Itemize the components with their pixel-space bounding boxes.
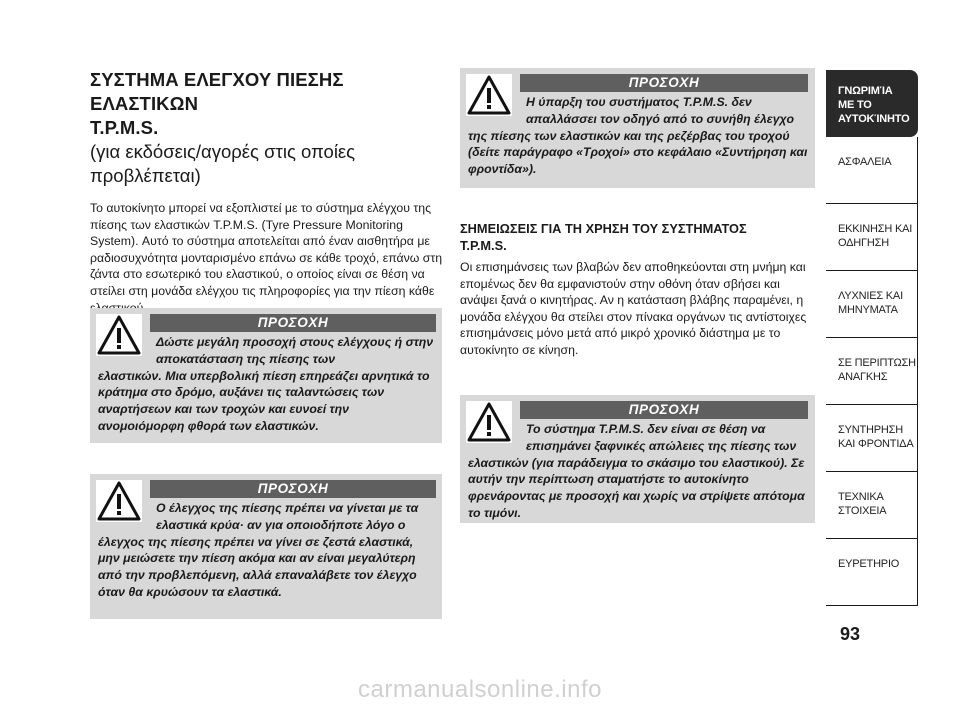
tab-maintenance[interactable] bbox=[826, 405, 918, 472]
left-column bbox=[90, 68, 445, 316]
tab-label-line: ΜΕ ΤΟ bbox=[838, 99, 872, 111]
notes-heading-line-1: ΣΗΜΕΙΩΣΕΙΣ ΓΙΑ ΤΗ ΧΡΗΣΗ ΤΟΥ ΣΥΣΤΗΜΑΤΟΣ bbox=[460, 221, 747, 236]
warning-text bbox=[98, 334, 438, 435]
notes-heading bbox=[460, 220, 815, 254]
title-line-2: T.P.M.S. bbox=[90, 117, 159, 138]
warning-rest-text: ελαστικών (για παράδειγμα το σκάσιμο του ελαστικού). Σε αυτήν την περίπτωση σταματήστε το αυτοκίνητο φρενάροντας με προσοχή και χωρίς να στρίψετε απότομα το τιμόνι. bbox=[468, 455, 805, 520]
watermark: carmanualsonline.info bbox=[358, 676, 602, 703]
warning-lead-text: Η ύπαρξη του συστήματος T.P.M.S. δεν απαλλάσσει τον οδηγό από το συνήθη έλεγχο bbox=[526, 95, 794, 126]
warning-rest-text: ελαστικών. Μια υπερβολική πίεση επηρεάζει αρνητικά το κράτημα στο δρόμο, αυξάνει τις ταλαντώσεις των αναρτήσεων και των τροχών και ευνοεί την ανομοιόμορφη φθορά των ελαστικών. bbox=[98, 368, 430, 433]
tab-label-line: ΑΣΦΑΛΕΙΑ bbox=[838, 156, 892, 168]
tab-label-line: ΓΝΩΡΙΜΊΑ bbox=[838, 85, 893, 97]
tab-label-line: ΟΔΗΓΗΣΗ bbox=[838, 237, 889, 249]
page-subtitle bbox=[90, 140, 445, 188]
warning-text bbox=[468, 421, 810, 522]
warning-text bbox=[468, 94, 810, 178]
warning-box bbox=[460, 395, 815, 523]
title-line-1: ΣΥΣΤΗΜΑ ΕΛΕΓΧΟΥ ΠΙΕΣΗΣ ΕΛΑΣΤΙΚΩΝ bbox=[90, 69, 344, 114]
chapter-tabs bbox=[826, 70, 918, 606]
tab-label-line: ΕΥΡΕΤΗΡΙΟ bbox=[838, 558, 900, 570]
warning-box bbox=[90, 474, 442, 619]
warning-label: ΠΡΟΣΟΧΗ bbox=[150, 314, 436, 332]
warning-box bbox=[460, 68, 815, 188]
warning-lead-text: Το σύστημα T.P.M.S. δεν είναι σε θέση να επισημάνει ξαφνικές απώλειες της πίεσης των bbox=[526, 422, 797, 453]
tab-getting-to-know[interactable] bbox=[826, 70, 918, 137]
warning-label: ΠΡΟΣΟΧΗ bbox=[520, 74, 808, 92]
warning-label: ΠΡΟΣΟΧΗ bbox=[520, 401, 808, 419]
subtitle-line-2: προβλέπεται) bbox=[90, 165, 201, 186]
notes-heading-line-2: T.P.M.S. bbox=[460, 238, 507, 253]
tab-label-line: ΑΥΤΟΚΊΝΗΤΟ bbox=[838, 113, 910, 125]
page-number: 93 bbox=[839, 624, 861, 644]
notes-paragraph: Οι επισημάνσεις των βλαβών δεν αποθηκεύονται στη μνήμη και επομένως δεν θα εμφανιστούν στην οθόνη όταν σβήσει και ανάψει ξανά ο κινητήρας. Αν η κατάσταση βλάβης παραμένει, η μονάδα ελέγχου θα στείλει στον πίνακα οργάνων τις αντίστοιχες επισημάνσεις μόνο μετά από μικρό χρονικό διάστημα με το αυτοκίνητο σε κίνηση. bbox=[460, 260, 807, 357]
tab-label-line: ΣΤΟΙΧΕΙΑ bbox=[838, 505, 887, 517]
warning-box bbox=[90, 308, 442, 443]
intro-paragraph: Το αυτοκίνητο μπορεί να εξοπλιστεί με το σύστημα ελέγχου της πίεσης των ελαστικών T.P.M.S. (Tyre Pressure Monitoring System). Αυτό το σύστημα αποτελείται από έναν αισθητήρα με ραδιοσυχνότητα μονταρισμένο επάνω σε κάθε τροχό, επάνω στη ζάντα στο εσωτερικό του ελαστικού, ο οποίος είναι σε θέση να στείλει στη μονάδα ελέγχου τις πληροφορίες για την πίεση κάθε bbox=[90, 201, 443, 298]
tab-technical-data[interactable] bbox=[826, 472, 918, 539]
tab-emergency[interactable] bbox=[826, 338, 918, 405]
warning-rest-text: της πίεσης των ελαστικών και της ρεζέρβας του τροχού (δείτε παράγραφο «Τροχοί» στο κεφάλαιο «Συντήρηση και φροντίδα»). bbox=[468, 128, 808, 177]
tab-label-line: ΣΕ ΠΕΡΙΠΤΩΣΗ bbox=[838, 357, 916, 369]
warning-text bbox=[98, 500, 438, 601]
tab-label-line: ΕΚΚΙΝΗΣΗ ΚΑΙ bbox=[838, 223, 913, 235]
tab-label-line: ΚΑΙ ΦΡΟΝΤΙΔΑ bbox=[838, 438, 914, 450]
tab-label-line: ΣΥΝΤΗΡΗΣΗ bbox=[838, 424, 903, 436]
notes-section bbox=[460, 220, 815, 359]
tab-label-line: ΜΗΝΥΜΑΤΑ bbox=[838, 304, 898, 316]
warning-lead-text: Ο έλεγχος της πίεσης πρέπει να γίνεται με τα ελαστικά κρύα· αν για οποιοδήποτε λόγο ο bbox=[156, 501, 419, 532]
tab-label-line: ΤΕΧΝΙΚΑ bbox=[838, 491, 884, 503]
page-title bbox=[90, 68, 445, 140]
tab-safety[interactable] bbox=[826, 137, 918, 204]
tab-index[interactable] bbox=[826, 539, 918, 606]
tab-label-line: ΑΝΑΓΚΗΣ bbox=[838, 371, 888, 383]
tab-label-line: ΛΥΧΝΙΕΣ ΚΑΙ bbox=[838, 290, 903, 302]
warning-lead-text: Δώστε μεγάλη προσοχή στους ελέγχους ή στην αποκατάσταση της πίεσης των bbox=[156, 335, 434, 366]
tab-starting-driving[interactable] bbox=[826, 204, 918, 271]
warning-label: ΠΡΟΣΟΧΗ bbox=[150, 480, 436, 498]
tab-warning-lights[interactable] bbox=[826, 271, 918, 338]
warning-rest-text: έλεγχος της πίεσης πρέπει να γίνει σε ζεστά ελαστικά, μην μειώσετε την πίεση ακόμα και αν είναι μεγαλύτερη από την προβλεπόμενη, αλλά επαναλάβετε τον έλεγχο όταν θα κρυώσουν τα ελαστικά. bbox=[98, 534, 417, 599]
subtitle-line-1: (για εκδόσεις/αγορές στις οποίες bbox=[90, 141, 356, 162]
